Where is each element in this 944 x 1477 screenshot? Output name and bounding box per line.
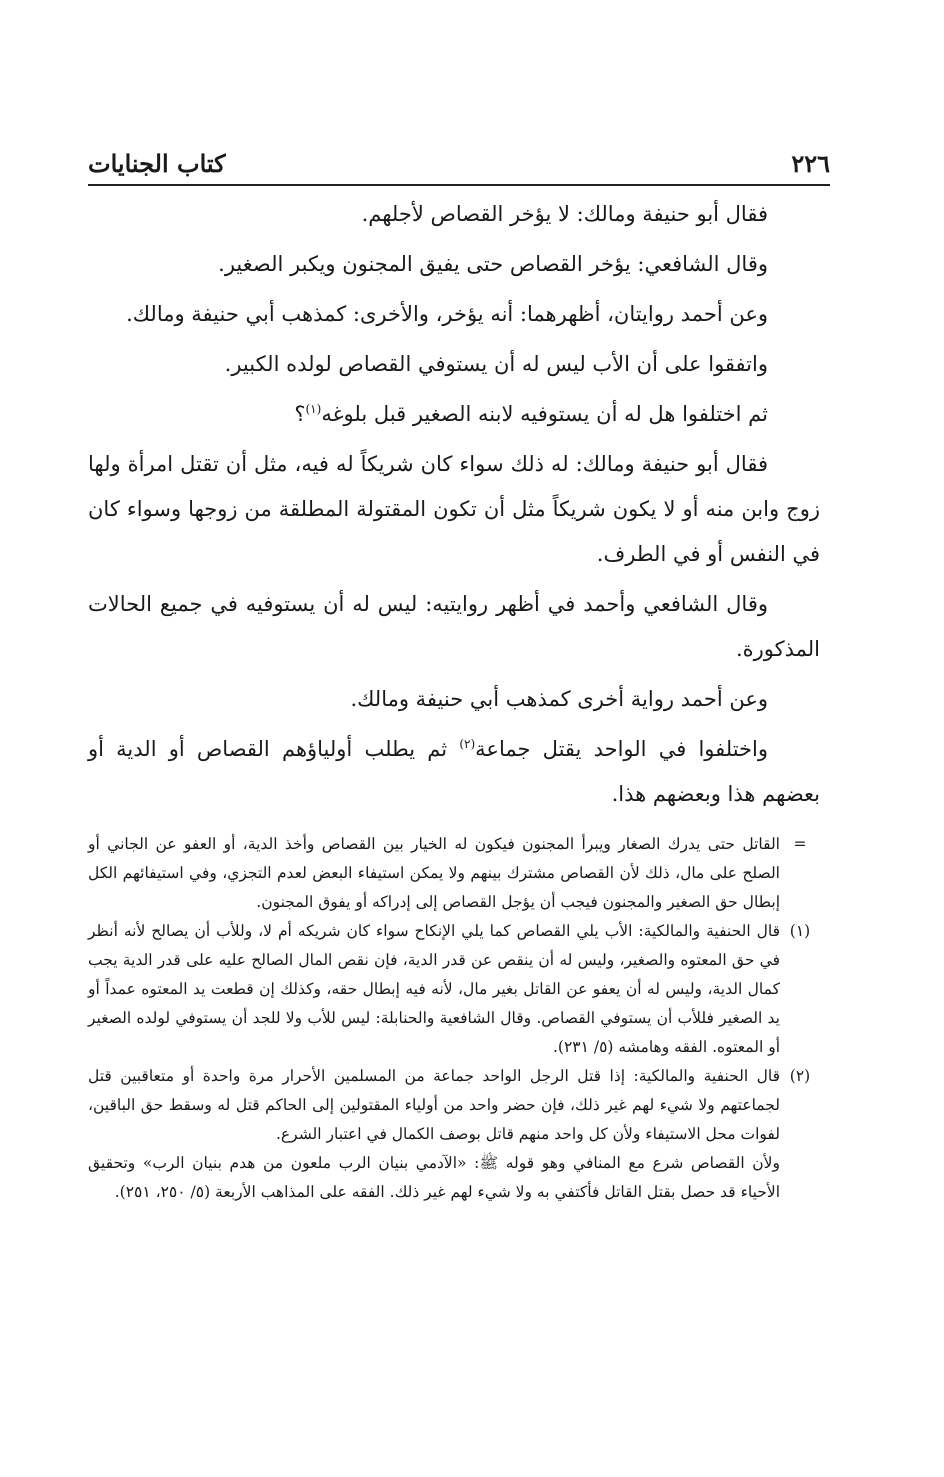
paragraph xyxy=(88,727,820,817)
footnote-text: قال الحنفية والمالكية: الأب يلي القصاص كما يلي الإنكاح سواء كان شريكه أم لا، وللأب أن يصالح لأنه أنظر في حق المعتوه والصغير، وليس له أن ينقص عن قدر الدية، فإن نقص المال الصالح عليه على قدر الدية يجب كمال الدية، وليس له أن يعفو عن القاتل بغير مال، لأنه فيه إبطال حقه، وكذلك إن قطعت يد المعتوه عمداً أو يد الصغير فللأب أن يستوفي القصاص. وقال الشافعية والحنابلة: ليس للأب ولا للجد أن يستوفي لولده الصغير أو المعتوه. الفقه وهامشه (٥/ ٢٣١). xyxy=(88,922,780,1056)
paragraph: واتفقوا على أن الأب ليس له أن يستوفي القصاص لولده الكبير. xyxy=(224,352,768,376)
footnote-2 xyxy=(88,1062,820,1149)
footnote-1 xyxy=(88,917,820,1062)
footnote-mark: (٢) xyxy=(789,1067,811,1085)
paragraph: وعن أحمد رواية أخرى كمذهب أبي حنيفة ومالك. xyxy=(350,687,768,711)
header-rule xyxy=(88,184,830,186)
main-text xyxy=(88,192,820,822)
paragraph-text: ثم يطلب أولياؤهم القصاص أو الدية أو بعضهم هذا وبعضهم هذا. xyxy=(88,737,820,806)
page-header xyxy=(88,138,830,178)
footnotes xyxy=(88,830,820,1207)
paragraph: فقال أبو حنيفة ومالك: لا يؤخر القصاص لأجلهم. xyxy=(361,202,768,226)
chapter-title: كتاب الجنايات xyxy=(88,149,226,178)
footnote-ref-2[interactable]: (٢) xyxy=(459,737,476,751)
paragraph-text: واختلفوا في الواحد يقتل جماعة xyxy=(475,737,769,761)
paragraph-text: ثم اختلفوا هل له أن يستوفيه لابنه الصغير قبل بلوغه xyxy=(321,402,768,426)
footnote-mark: (١) xyxy=(789,922,811,940)
paragraph: وقال الشافعي: يؤخر القصاص حتى يفيق المجنون ويكبر الصغير. xyxy=(218,252,768,276)
footnote-continuation xyxy=(88,830,820,917)
question-mark: ؟ xyxy=(294,402,306,426)
paragraph: فقال أبو حنيفة ومالك: له ذلك سواء كان شريكاً له فيه، مثل أن تقتل امرأة ولها زوج وابن منه أو لا يكون شريكاً مثل أن تكون المقتولة المطلقة من زوجها وسواء كان في النفس أو في الطرف. xyxy=(88,452,820,566)
footnote-text: القاتل حتى يدرك الصغار ويبرأ المجنون فيكون له الخيار بين القصاص وأخذ الدية، أو العفو عن الجاني أو الصلح على مال، ذلك لأن القصاص مشترك بينهم ولا يمكن استيفاء البعض لعدم التجزي، وفي استيفائهم الكل إبطال حق الصغير والمجنون فيجب أن يؤجل القصاص إلى إدراكه أو يفوق المجنون. xyxy=(88,835,780,911)
paragraph: وقال الشافعي وأحمد في أظهر روايتيه: ليس له أن يستوفيه في جميع الحالات المذكورة. xyxy=(88,592,820,661)
paragraph xyxy=(88,392,820,437)
footnote-mark: = xyxy=(793,835,807,853)
footnote-2-continued: ولأن القصاص شرع مع المنافي وهو قوله ﷺ: «الآدمي بنيان الرب ملعون من هدم بنيان الرب» وتحقيق الأحياء قد حصل بقتل القاتل فأكتفي به ولا شيء لهم غير ذلك. الفقه على المذاهب الأربعة (٥/ ٢٥٠، ٢٥١). xyxy=(88,1154,780,1201)
paragraph: وعن أحمد روايتان، أظهرهما: أنه يؤخر، والأخرى: كمذهب أبي حنيفة ومالك. xyxy=(126,302,768,326)
page-number: ٢٢٦ xyxy=(791,149,830,178)
footnote-ref-1[interactable]: (١) xyxy=(305,402,322,416)
footnote-text: قال الحنفية والمالكية: إذا قتل الرجل الواحد جماعة من المسلمين الأحرار مرة واحدة أو متعاقبين قتل لجماعتهم ولا شيء لهم غير ذلك، فإن حضر واحد من أولياء المقتولين إلى الحاكم قتل له وسقط حق الباقين، لفوات محل الاستيفاء ولأن كل واحد منهم قاتل بوصف الكمال في اعتبار الشرع. xyxy=(88,1067,780,1143)
